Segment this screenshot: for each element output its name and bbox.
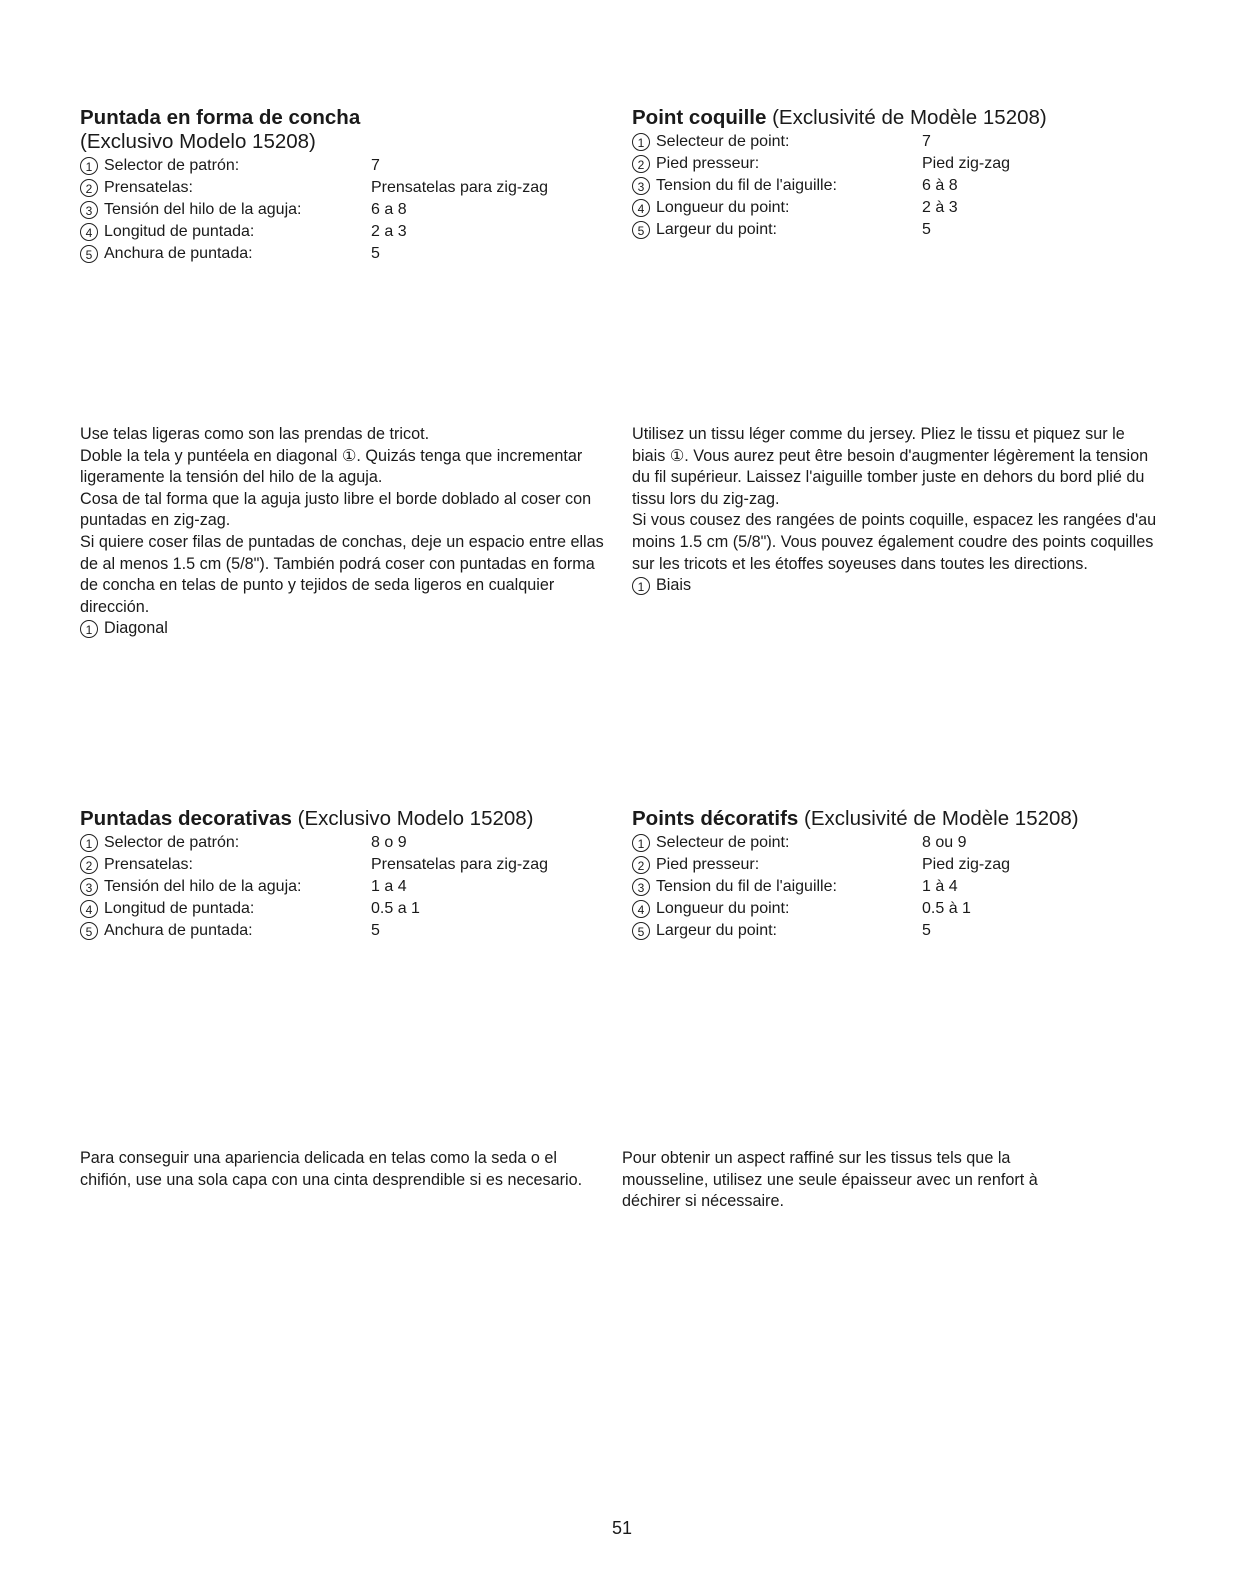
setting-row <box>632 175 1172 197</box>
paragraph: Use telas ligeras como son las prendas de tricot. <box>80 425 430 443</box>
number-5-icon: 5 <box>80 922 98 940</box>
setting-value: 5 <box>922 221 931 238</box>
setting-row <box>632 832 1172 854</box>
setting-label: Longitud de puntada: <box>104 900 255 917</box>
setting-row <box>632 153 1172 175</box>
setting-row <box>80 199 620 221</box>
section-subtitle: (Exclusivo Modelo 15208) <box>80 130 316 153</box>
setting-row <box>80 920 620 942</box>
setting-value: 6 à 8 <box>922 177 958 194</box>
section-title: Points décoratifs (Exclusivité de Modèle 15208) <box>632 807 1079 830</box>
number-1-icon: 1 <box>80 620 98 638</box>
setting-value: 0.5 à 1 <box>922 900 971 917</box>
number-5-icon: 5 <box>632 922 650 940</box>
figure-reference <box>632 575 1162 597</box>
number-2-icon: 2 <box>80 179 98 197</box>
number-1-icon: 1 <box>80 157 98 175</box>
number-5-icon: 5 <box>80 245 98 263</box>
setting-row <box>80 177 620 199</box>
number-1-icon: 1 <box>632 133 650 151</box>
setting-label: Selector de patrón: <box>104 834 240 851</box>
number-4-icon: 4 <box>632 900 650 918</box>
setting-row <box>80 898 620 920</box>
paragraph: Cosa de tal forma que la aguja justo libre el borde doblado al coser con puntadas en zig-zag. <box>80 489 592 530</box>
setting-label: Prensatelas: <box>104 856 193 873</box>
number-3-icon: 3 <box>632 878 650 896</box>
section-subtitle: (Exclusivité de Modèle 15208) <box>772 106 1047 129</box>
number-3-icon: 3 <box>80 878 98 896</box>
setting-label: Selecteur de point: <box>656 133 790 150</box>
section-subtitle: (Exclusivité de Modèle 15208) <box>804 807 1079 830</box>
setting-value: 1 a 4 <box>371 878 407 895</box>
setting-label: Prensatelas: <box>104 179 193 196</box>
number-5-icon: 5 <box>632 221 650 239</box>
setting-label: Tensión del hilo de la aguja: <box>104 201 302 218</box>
setting-label: Selecteur de point: <box>656 834 790 851</box>
setting-row <box>632 197 1172 219</box>
setting-value: 5 <box>371 922 380 939</box>
paragraph: Si vous cousez des rangées de points coquille, espacez les rangées d'au moins 1.5 cm (5/8"). Vous pouvez également coudre des points coquilles sur les tricots et les étoffes soyeuses dans toutes les directions. <box>632 511 1157 573</box>
setting-label: Tension du fil de l'aiguille: <box>656 177 837 194</box>
setting-label: Longueur du point: <box>656 199 790 216</box>
paragraph: Utilisez un tissu léger comme du jersey. Pliez le tissu et piquez sur le biais ①. Vous aurez peut être besoin d'augmenter légèrement la tension du fil supérieur. Laissez l'aiguille tomber juste en dehors du bord plié du tissu lors du zig-zag. <box>632 425 1149 508</box>
number-3-icon: 3 <box>632 177 650 195</box>
decorative-stitches-fr-section <box>632 807 1172 942</box>
setting-value: Pied zig-zag <box>922 155 1011 172</box>
setting-row <box>632 131 1172 153</box>
decorative-stitches-es-section <box>80 807 620 942</box>
number-3-icon: 3 <box>80 201 98 219</box>
setting-value: 2 a 3 <box>371 223 407 240</box>
setting-label: Pied presseur: <box>656 155 760 172</box>
setting-label: Largeur du point: <box>656 221 777 238</box>
number-1-icon: 1 <box>632 577 650 595</box>
decorative-stitches-fr-instructions <box>622 1148 1097 1213</box>
setting-label: Anchura de puntada: <box>104 245 253 262</box>
setting-label: Largeur du point: <box>656 922 777 939</box>
setting-row <box>80 876 620 898</box>
setting-value: Prensatelas para zig-zag <box>371 179 548 196</box>
section-title: Puntada en forma de concha <box>80 106 361 129</box>
setting-label: Selector de patrón: <box>104 157 240 174</box>
setting-row <box>632 920 1172 942</box>
number-4-icon: 4 <box>80 900 98 918</box>
setting-value: 1 à 4 <box>922 878 958 895</box>
number-4-icon: 4 <box>632 199 650 217</box>
setting-row <box>80 854 620 876</box>
paragraph: Para conseguir una apariencia delicada en telas como la seda o el chifión, use una sola capa con una cinta desprendible si es necesario. <box>80 1149 583 1189</box>
setting-value: 7 <box>371 157 380 174</box>
setting-value: 6 a 8 <box>371 201 407 218</box>
setting-value: 0.5 a 1 <box>371 900 420 917</box>
setting-value: 5 <box>922 922 931 939</box>
settings-list <box>632 131 1172 241</box>
settings-list <box>80 832 620 942</box>
section-title: Point coquille (Exclusivité de Modèle 15208) <box>632 106 1047 129</box>
setting-label: Longitud de puntada: <box>104 223 255 240</box>
setting-row <box>80 155 620 177</box>
number-2-icon: 2 <box>80 856 98 874</box>
setting-value: 7 <box>922 133 931 150</box>
paragraph: Si quiere coser filas de puntadas de conchas, deje un espacio entre ellas de al menos 1.5 cm (5/8"). También podrá coser con puntadas en forma de concha en telas de punto y tejidos de seda ligeros en cualquier dirección. <box>80 532 604 616</box>
figure-reference-label: Diagonal <box>104 619 168 638</box>
setting-row <box>632 898 1172 920</box>
setting-row <box>632 219 1172 241</box>
setting-label: Pied presseur: <box>656 856 760 873</box>
section-subtitle: (Exclusivo Modelo 15208) <box>297 807 534 830</box>
shell-stitch-es-instructions <box>80 424 608 640</box>
decorative-stitches-es-instructions <box>80 1148 600 1191</box>
setting-label: Tension du fil de l'aiguille: <box>656 878 837 895</box>
setting-value: 8 o 9 <box>371 834 407 851</box>
figure-reference-label: Biais <box>656 576 692 595</box>
setting-label: Tensión del hilo de la aguja: <box>104 878 302 895</box>
number-4-icon: 4 <box>80 223 98 241</box>
setting-row <box>80 832 620 854</box>
shell-stitch-es-section <box>80 106 620 265</box>
settings-list <box>632 832 1172 942</box>
setting-value: Pied zig-zag <box>922 856 1011 873</box>
setting-value: 8 ou 9 <box>922 834 967 851</box>
page-number: 51 <box>611 1518 633 1538</box>
shell-stitch-fr-section <box>632 106 1172 241</box>
number-1-icon: 1 <box>632 834 650 852</box>
number-2-icon: 2 <box>632 155 650 173</box>
setting-row <box>80 243 620 265</box>
setting-label: Anchura de puntada: <box>104 922 253 939</box>
setting-row <box>632 854 1172 876</box>
number-1-icon: 1 <box>80 834 98 852</box>
paragraph: Doble la tela y puntéela en diagonal ①. Quizás tenga que incrementar ligeramente la tensión del hilo de la aguja. <box>80 446 583 487</box>
setting-value: 5 <box>371 245 380 262</box>
setting-value: 2 à 3 <box>922 199 958 216</box>
paragraph: Pour obtenir un aspect raffiné sur les tissus tels que la mousseline, utilisez une seule épaisseur avec un renfort à déchirer si nécessaire. <box>622 1149 1038 1211</box>
setting-label: Longueur du point: <box>656 900 790 917</box>
setting-row <box>80 221 620 243</box>
shell-stitch-fr-instructions <box>632 424 1162 597</box>
setting-row <box>632 876 1172 898</box>
section-title: Puntadas decorativas (Exclusivo Modelo 15208) <box>80 807 534 830</box>
setting-value: Prensatelas para zig-zag <box>371 856 548 873</box>
number-2-icon: 2 <box>632 856 650 874</box>
figure-reference <box>80 618 608 640</box>
settings-list <box>80 155 620 265</box>
